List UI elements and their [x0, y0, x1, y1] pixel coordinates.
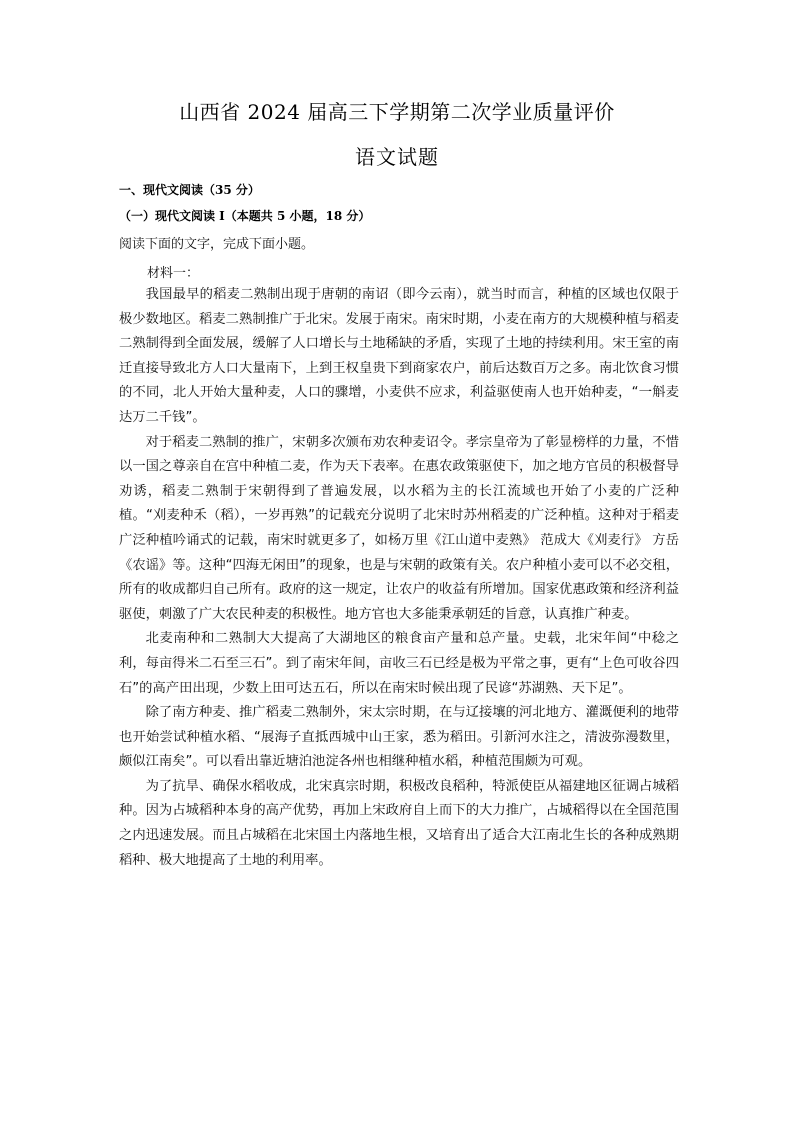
passage-paragraph: 我国最早的稻麦二熟制出现于唐朝的南诏（即今云南），就当时而言，种植的区域也仅限于极少数地区。稻麦二熟制推广于北宋。发展于南宋。南宋时期，小麦在南方的大规模种植与稻麦二熟制得到全面发展，缓解了人口增长与土地稀缺的矛盾，实现了土地的持续利用。宋王室的南迁直接导致北方人口大量南下，上到王权皇贵下到商家农户，前后达数百万之多。南北饮食习惯的不同，北人开始大量种麦，人口的骤增，小麦供不应求，利益驱使南人也开始种麦，“一斛麦达万二千钱”。 — [119, 287, 679, 425]
subsection-heading: （一）现代文阅读 I（本题共 5 小题，18 分） — [119, 209, 371, 223]
document-subtitle: 语文试题 — [355, 145, 439, 169]
reading-instruction: 阅读下面的文字，完成下面小题。 — [119, 237, 315, 252]
document-title: 山西省 2024 届高三下学期第二次学业质量评价 — [179, 100, 615, 124]
material-label: 材料一： — [147, 266, 200, 281]
passage-paragraph: 为了抗旱、确保水稻收成，北宋真宗时期，积极改良稻种，特派使臣从福建地区征调占城稻种。因为占城稻种本身的高产优势，再加上宋政府自上而下的大力推广，占城稻得以在全国范围之内迅速发展。而且占城稻在北宋国土内落地生根，又培育出了适合大江南北生长的各种成熟期稻种、极大地提高了土地的利用率。 — [119, 778, 679, 868]
passage-paragraph: 除了南方种麦、推广稻麦二熟制外，宋太宗时期，在与辽接壤的河北地方、灌溉便利的地带也开始尝试种植水稻、“展海子直抵西城中山王家，悉为稻田。引新河水注之，清波弥漫数里，颇似江南矣”。可以看出靠近塘泊池淀各州也相继种植水稻，种植范围颇为可观。 — [119, 705, 679, 770]
passage-paragraph: 对于稻麦二熟制的推广，宋朝多次颁布劝农种麦诏令。孝宗皇帝为了彰显榜样的力量，不惜以一国之尊亲自在宫中种植二麦，作为天下表率。在惠农政策驱使下，加之地方官员的积极督导劝诱，稻麦二熟制于宋朝得到了普遍发展，以水稻为主的长江流域也开始了小麦的广泛种植。“刈麦种禾（稻），一岁再熟”的记载充分说明了北宋时苏州稻麦的广泛种植。这种对于稻麦广泛种植吟诵式的记载，南宋时就更多了，如杨万里《江山道中麦熟》 范成大《刈麦行》 方岳《农谣》等。这种“四海无闲田”的现象，也是与宋朝的政策有关。农户种植小麦可以不必交租，所有的收成都归自己所有。政府的这一规定，让农户的收益有所增加。国家优惠政策和经济利益驱使，刺激了广大农民种麦的积极性。地方官也大多能秉承朝廷的旨意，认真推广种麦。 — [119, 434, 679, 622]
passage-body — [119, 283, 679, 873]
section-heading: 一、现代文阅读（35 分） — [119, 183, 260, 197]
passage-paragraph: 北麦南种和二熟制大大提高了大湖地区的粮食亩产量和总产量。史载，北宋年间“中稔之利，每亩得米二石至三石”。到了南宋年间，亩收三石已经是极为平常之事，更有“上色可收谷四石”的高产田出现，少数上田可达五石，所以在南宋时候出现了民谚“苏湖熟、天下足”。 — [119, 631, 679, 696]
